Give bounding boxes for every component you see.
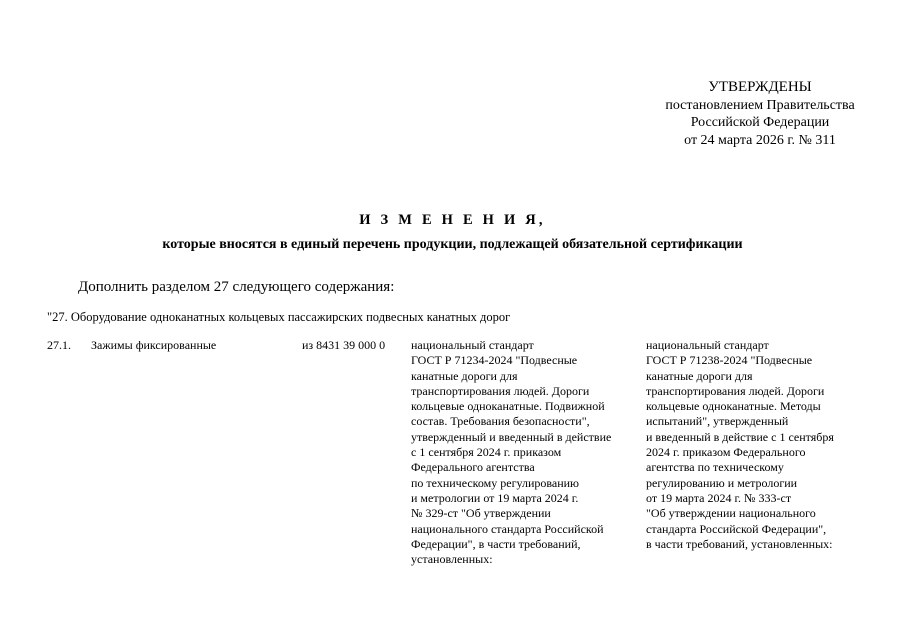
approval-date-line: от 24 марта 2026 г. № 311 xyxy=(684,132,836,148)
standard-1-line: и метрологии от 19 марта 2024 г. xyxy=(411,490,579,505)
standard-2-line: "Об утверждении национального xyxy=(646,506,816,521)
approval-block xyxy=(640,79,880,149)
standard-2-line: регулированию и метрологии xyxy=(646,475,798,490)
standard-2-line: в части требований, установленных: xyxy=(646,536,833,551)
standard-1-line: установленных: xyxy=(411,552,493,567)
intro-paragraph: Дополнить разделом 27 следующего содержания: xyxy=(78,279,395,295)
standard-1-line: национальный стандарт xyxy=(411,338,534,352)
standard-2-line: ГОСТ Р 71238-2024 "Подвесные xyxy=(646,353,813,368)
row-standard-1 xyxy=(411,338,611,567)
standard-2-line: национальный стандарт xyxy=(646,338,769,352)
standard-1-line: состав. Требования безопасности", xyxy=(411,414,590,429)
standard-1-line: утвержденный и введенный в действие xyxy=(411,429,612,444)
approval-heading: УТВЕРЖДЕНЫ xyxy=(708,79,812,95)
row-product-name: Зажимы фиксированные xyxy=(91,338,217,352)
standard-2-line: 2024 г. приказом Федерального xyxy=(646,445,806,460)
standard-2-line: агентства по техническому xyxy=(646,460,784,475)
standard-1-line: канатные дороги для xyxy=(411,368,518,383)
document-title: И З М Е Н Е Н И Я, xyxy=(359,212,546,228)
standard-1-line: ГОСТ Р 71234-2024 "Подвесные xyxy=(411,353,578,368)
standard-2-line: кольцевые одноканатные. Методы xyxy=(646,399,821,414)
standard-2-line: от 19 марта 2024 г. № 333-ст xyxy=(646,490,792,505)
section-heading: "27. Оборудование одноканатных кольцевых пассажирских подвесных канатных дорог xyxy=(47,310,511,324)
row-standard-2 xyxy=(646,338,834,552)
standard-2-line: испытаний", утвержденный xyxy=(646,414,789,429)
row-number: 27.1. xyxy=(47,338,71,352)
row-tnved-code: из 8431 39 000 0 xyxy=(302,338,386,352)
approval-line: постановлением Правительства xyxy=(665,97,855,113)
standard-1-line: национального стандарта Российской xyxy=(411,521,604,536)
document-subtitle: которые вносятся в единый перечень продукции, подлежащей обязательной сертификации xyxy=(162,237,743,252)
approval-line: Российской Федерации xyxy=(690,115,830,130)
standard-2-line: стандарта Российской Федерации", xyxy=(646,521,827,536)
standard-1-line: транспортирования людей. Дороги xyxy=(411,383,590,398)
standard-1-line: Федерального агентства xyxy=(411,460,535,475)
standard-2-line: и введенный в действие с 1 сентября xyxy=(646,429,834,444)
standard-2-line: транспортирования людей. Дороги xyxy=(646,383,825,398)
standard-1-line: № 329-ст "Об утверждении xyxy=(411,506,551,521)
standard-1-line: с 1 сентября 2024 г. приказом xyxy=(411,445,562,460)
standard-1-line: по техническому регулированию xyxy=(411,475,580,490)
standard-1-line: Федерации", в части требований, xyxy=(411,536,581,551)
standard-1-line: кольцевые одноканатные. Подвижной xyxy=(411,399,605,414)
standard-2-line: канатные дороги для xyxy=(646,368,753,383)
